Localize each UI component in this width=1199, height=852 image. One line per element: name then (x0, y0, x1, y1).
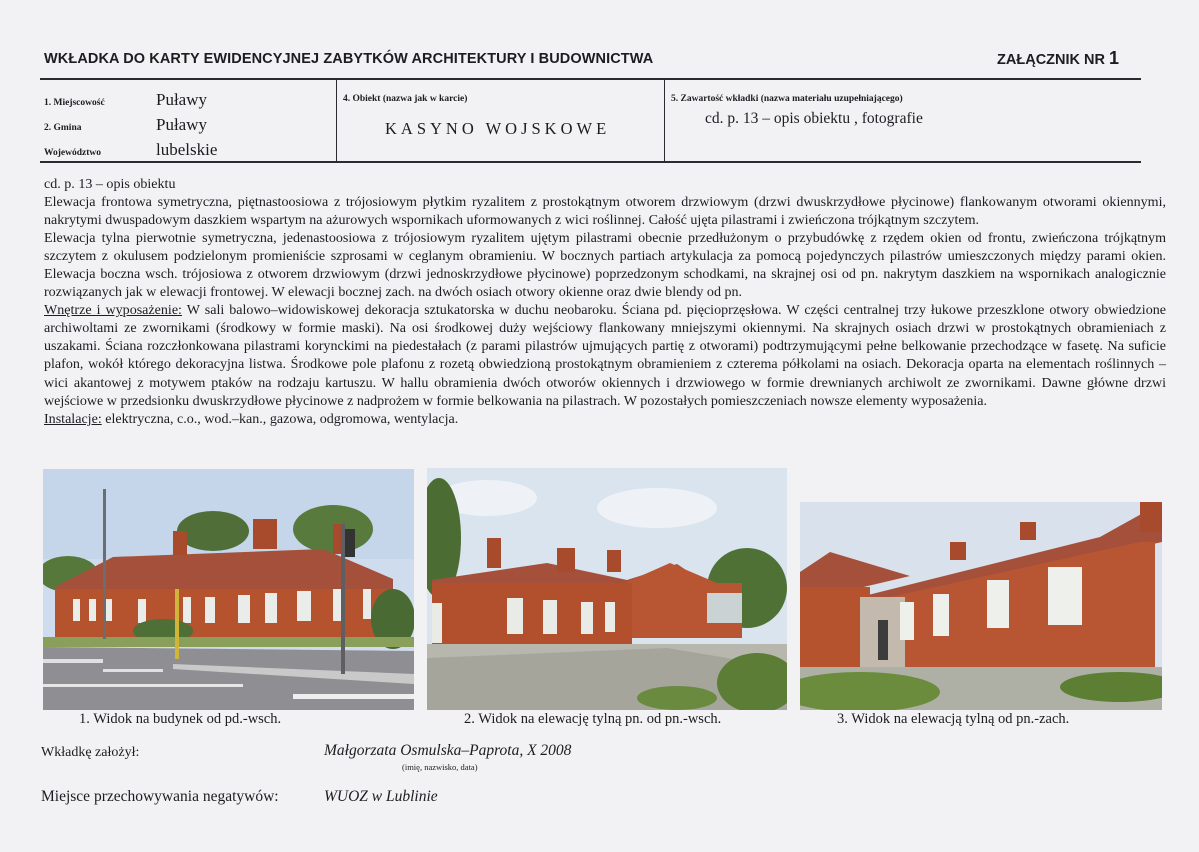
photo-2 (427, 468, 787, 710)
field-label-commune: 2. Gmina (44, 123, 82, 133)
header-rule (40, 78, 1141, 80)
document-title: WKŁADKA DO KARTY EWIDENCYJNEJ ZABYTKÓW ARCHITEKTURY I BUDOWNICTWA (44, 51, 654, 67)
description-intro: cd. p. 13 – opis obiektu (44, 176, 176, 192)
storage-value: WUOZ w Lublinie (324, 788, 438, 805)
field-divider (664, 80, 665, 161)
author-value: Małgorzata Osmulska–Paprota, X 2008 (324, 742, 572, 759)
interior-text: W sali balowo–widowiskowej dekoracja sztukatorska w duchu neobaroku. Ściana pd. pięcioprzęsłowa. W części centralnej trzy łukowe przeszklone otwory obwiedzione archiwoltami ze zwornikami (środkowy w formie maski). Na osi środkowej duży wejściowy flankowany mniejszymi okiennymi. Na skrajnych osiach drzwi w prostokątnych obramieniach z uszakami. Ściana rozczłonkowana pilastrami korynckimi na piedestałach (z parami pilastrów ujmujących partię z otworami) podtrzymującymi pełne belkowanie przechodzące w fasetę. Na suficie plafon, wokół którego dekoracyjna listwa. Środkowe pole plafonu z rozetą obwiedzioną prostokątnym obramieniem z czterema półkolami na osiach. Dekoracja oparta na elementach roślinnych – wici akantowej z motywem ptaków na rodzaju kartuszu. W hallu obramienia dwóch otworów okiennych i drzwiowego w formie drewnianych archiwolt ze zwornikami. Dawne główne drzwi wejściowe w przedsionku dwuskrzydłowe płycinowe z nadprożem w formie belkowania na pilastrach. W pozostałych pomieszczeniach nowsze elementy wyposażenia. (44, 302, 1166, 409)
annex-label (997, 48, 1119, 69)
photo-3-caption: 3. Widok na elewacją tylną od pn.-zach. (837, 711, 1070, 727)
field-label-locality: 1. Miejscowość (44, 98, 105, 108)
description-front-elevation: Elewacja frontowa symetryczna, piętnastoosiowa z trójosiowym płytkim ryzalitem z prostokątnym otworem drzwiowym (drzwi dwuskrzydłowe płycinowe) flankowanym otworami okiennymi, nakrytymi dwuspadowym daszkiem wspartym na ażurowych wspornikach uformowanych z wici roślinnej. Całość ujęta pilastrami i zwieńczona trójkątnym szczytem. (44, 194, 1166, 229)
author-label: Wkładkę założył: (41, 745, 140, 760)
installations-label: Instalacje: (44, 410, 102, 427)
photo-3 (800, 502, 1162, 710)
author-note: (imię, nazwisko, data) (402, 762, 478, 772)
description-text (44, 175, 1166, 428)
field-label-content: 5. Zawartość wkładki (nazwa materiału uzupełniającego) (671, 94, 903, 104)
field-label-voivodeship: Województwo (44, 148, 101, 158)
photo-2-caption: 2. Widok na elewację tylną pn. od pn.-wsch. (464, 711, 722, 727)
description-rear-elevation: Elewacja tylna pierwotnie symetryczna, jedenastoosiowa z trójosiowym ryzalitem ujętym pilastrami obecnie przedłużonym o przybudówkę z rzędem okien od frontu, zwieńczona trójkątnym szczytem z okulusem podzielonym promieniście szprosami w ceglanym obramieniu. W bocznych partiach artykulacja za pomocą pojedynczych pilastrów umieszczonych między parami okien. Elewacja boczna wsch. trójosiowa z otworem drzwiowym (drzwi jednoskrzydłowe płycinowe) poprzedzonym schodkami, na skrajnej osi od pn. nakrytym daszkiem na wspornikach analogicznie rozwiązanych jak w elewacji frontowej. W elewacji bocznej zach. na dwóch osiach otwory okienne oraz dwie blendy od pn. (44, 230, 1166, 301)
field-value-locality: Puławy (156, 90, 207, 109)
annex-number: 1 (1108, 48, 1119, 68)
field-value-voivodeship: lubelskie (156, 140, 218, 159)
description-interior (44, 301, 1166, 409)
field-value-commune: Puławy (156, 115, 207, 134)
field-label-object: 4. Obiekt (nazwa jak w karcie) (343, 94, 468, 104)
fields-rule (40, 161, 1141, 163)
photo-1-caption: 1. Widok na budynek od pd.-wsch. (79, 711, 282, 727)
installations-text: elektryczna, c.o., wod.–kan., gazowa, odgromowa, wentylacja. (101, 410, 459, 427)
annex-label-text: ZAŁĄCZNIK NR (997, 52, 1105, 68)
storage-label: Miejsce przechowywania negatywów: (41, 788, 279, 805)
interior-label: Wnętrze i wyposażenie: (44, 302, 182, 319)
photo-1 (43, 469, 414, 710)
field-divider (336, 80, 337, 161)
field-value-content: cd. p. 13 – opis obiektu , fotografie (705, 110, 923, 127)
field-value-object: KASYNO WOJSKOWE (385, 119, 611, 138)
description-installations (44, 410, 1166, 428)
